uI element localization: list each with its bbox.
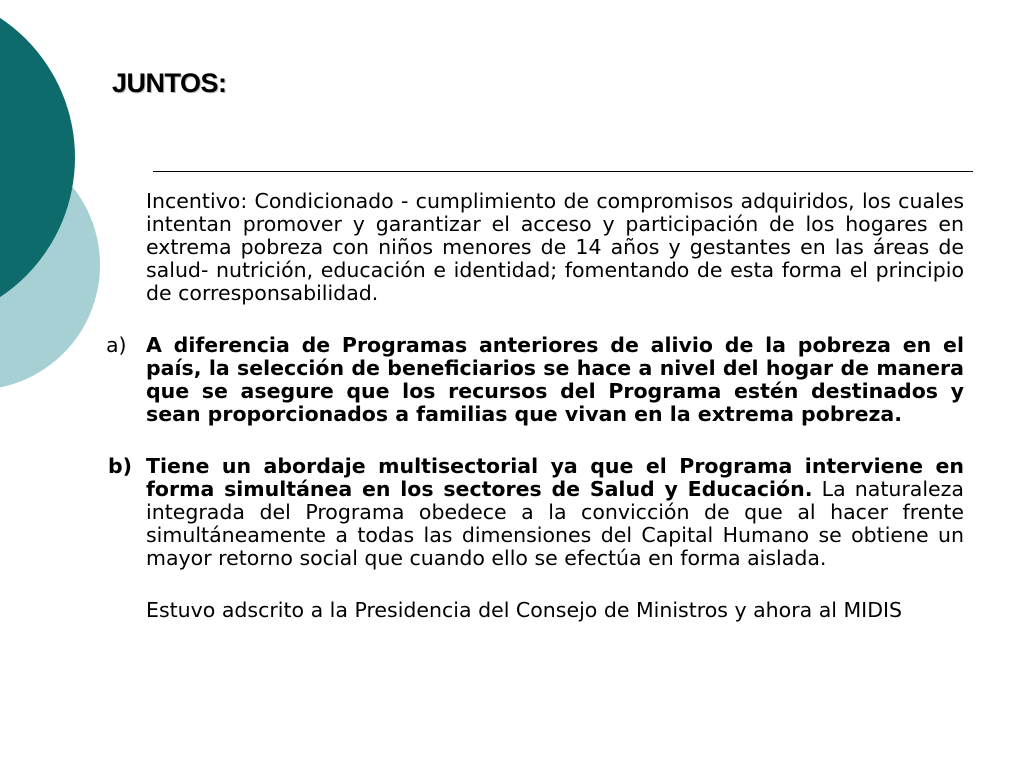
intro-paragraph: Incentivo: Condicionado - cumplimiento de compromisos adquiridos, los cuales intentan promover y garantizar el acceso y participación de los hogares en extrema pobreza con niños menores de 14 años y gestantes en las áreas de salud- nutrición, educación e identidad; fomentando de esta forma el principio de corresponsabilidad. (146, 189, 964, 305)
closing-paragraph: Estuvo adscrito a la Presidencia del Consejo de Ministros y ahora al MIDIS (146, 598, 903, 622)
list-marker-a: a) (106, 333, 127, 357)
list-item-b-text: La naturaleza integrada del Programa obedece a la convicción de que al hacer frente simultáneamente a todas las dimensiones del Capital Humano se obtiene un mayor retorno social que cuando ello se efectúa en forma aislada. (146, 477, 964, 570)
list-marker-b: b) (108, 454, 133, 478)
slide-body (98, 190, 964, 622)
list-item-a (98, 334, 964, 426)
list-item-a-text: A diferencia de Programas anteriores de alivio de la pobreza en el país, la selección de beneficiarios se hace a nivel del hogar de manera que se asegure que los recursos del Programa estén destinados y sean proporcionados a familias que vivan en la extrema pobreza. (146, 333, 964, 426)
list-item-b-bold-text: Tiene un abordaje multisectorial ya que el Programa interviene en forma simultánea en los sectores de Salud y Educación. (146, 454, 964, 501)
slide-title: JUNTOS: (112, 68, 227, 98)
list-item-b (98, 455, 964, 570)
title-divider (153, 171, 973, 172)
